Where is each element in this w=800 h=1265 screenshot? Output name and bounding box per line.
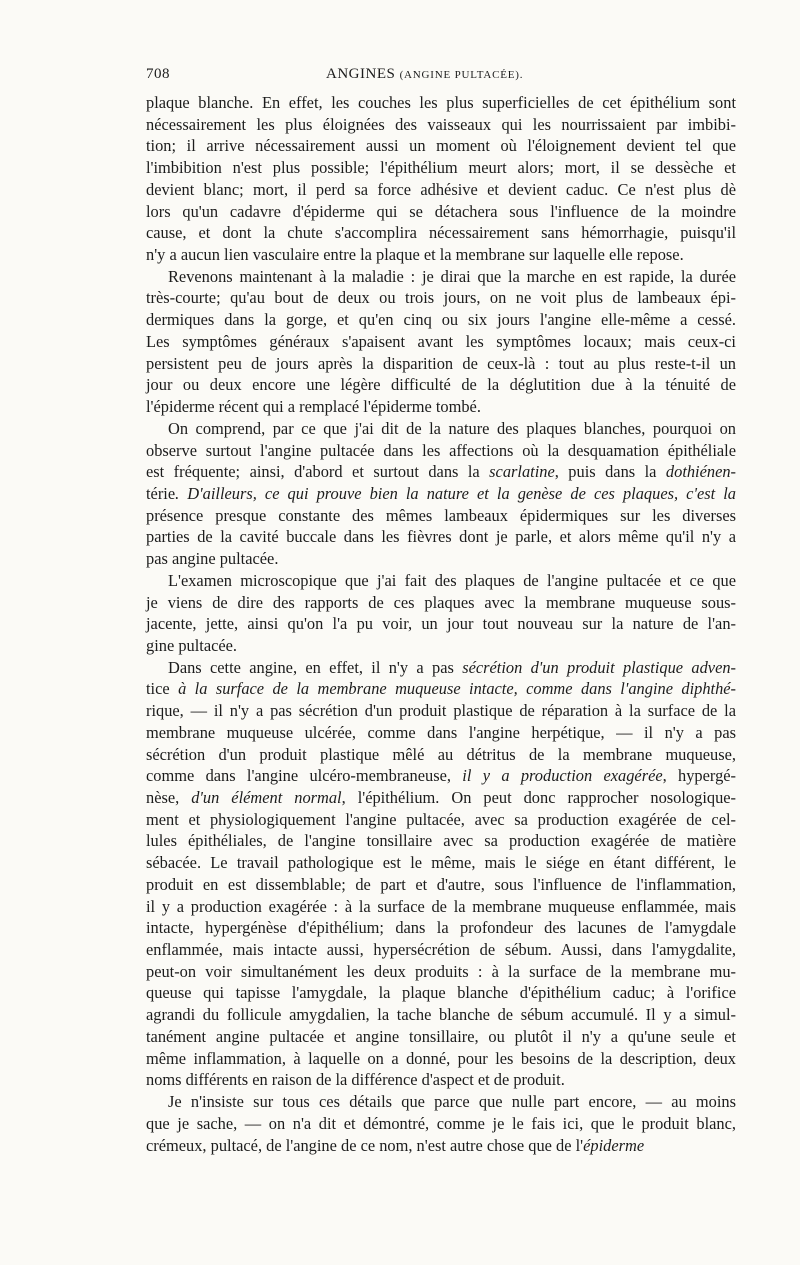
text-segment: lors qu'un cadavre d'épiderme qui se détachera sous l'influence de la moindre [146, 201, 736, 221]
text-segment: agrandi du follicule amygdalien, la tache blanche de sébum accumulé. Il y a simul- [146, 1005, 736, 1025]
text-segment: je viens de dire des rapports de ces plaques avec la membrane muqueuse sous- [146, 592, 736, 612]
text-line [146, 830, 736, 852]
text-segment: , puis dans la [554, 462, 666, 482]
text-segment: ment et physiologiquement l'angine pultacée, avec sa production exagérée de cel- [146, 809, 736, 829]
text-segment: Revenons maintenant à la maladie : je dirai que la marche en est rapide, la durée [168, 266, 736, 286]
text-segment: cause, et dont la chute s'accomplira nécessairement sans hémorrhagie, puisqu'il [146, 223, 736, 243]
text-line [146, 548, 736, 570]
text-line [146, 505, 736, 527]
text-line [146, 461, 736, 483]
text-segment: devient blanc; mort, il perd sa force adhésive et devient caduc. Ce n'est plus dè [146, 179, 736, 199]
italic-text: à la surface de la membrane muqueuse intacte, comme dans l'angine diphthé- [169, 679, 736, 699]
text-line [146, 157, 736, 179]
text-segment: observe surtout l'angine pultacée dans les affections où la desquamation épithéliale [146, 440, 736, 460]
text-segment: que je sache, — on n'a dit et démontré, comme je le fais ici, que le produit blanc, [146, 1113, 736, 1133]
text-segment: noms différents en raison de la différence d'aspect et de produit. [146, 1070, 565, 1090]
text-line [146, 961, 736, 983]
text-line [146, 1069, 736, 1091]
italic-text: il y a production exagérée [462, 766, 663, 786]
text-line [146, 787, 736, 809]
text-segment: rique, — il n'y a pas sécrétion d'un produit plastique de réparation à la surface de la [146, 701, 736, 721]
text-line [146, 657, 736, 679]
text-line [146, 635, 736, 657]
text-segment: On comprend, par ce que j'ai dit de la nature des plaques blanches, pourquoi on [168, 418, 736, 438]
text-line [146, 1048, 736, 1070]
text-line [146, 287, 736, 309]
text-line [146, 266, 736, 288]
running-title-main: ANGINES [326, 66, 396, 82]
text-segment: parties de la cavité buccale dans les fièvres dont je parle, et alors même qu'il n'y a [146, 527, 736, 547]
text-segment: tice [146, 679, 170, 699]
text-line [146, 179, 736, 201]
italic-text: . D'ailleurs, ce qui prouve bien la nature et la genèse de ces plaques, c'est la [175, 483, 736, 503]
text-segment: jacente, jette, ainsi qu'on l'a pu voir, un jour tout nouveau sur la nature de l'an- [146, 614, 736, 634]
text-line [146, 896, 736, 918]
text-line [146, 939, 736, 961]
page-number: 708 [146, 66, 170, 82]
text-segment: tion; il arrive nécessairement aussi un moment où l'éloignement devient tel que [146, 136, 736, 156]
text-line [146, 852, 736, 874]
text-line [146, 331, 736, 353]
text-line [146, 744, 736, 766]
text-segment: crémeux, pultacé, de l'angine de ce nom, n'est autre chose que de l' [146, 1135, 584, 1155]
text-line [146, 1004, 736, 1026]
text-segment: , hypergé- [662, 766, 736, 786]
text-segment: pas angine pultacée. [146, 549, 279, 569]
text-segment: comme dans l'angine ulcéro-membraneuse, [146, 766, 463, 786]
text-segment: Les symptômes généraux s'apaisent avant les symptômes locaux; mais ceux-ci [146, 331, 736, 351]
text-segment: n'y a aucun lien vasculaire entre la plaque et la membrane sur laquelle elle repose. [146, 245, 684, 265]
text-segment: enflammée, mais intacte aussi, hypersécrétion de sébum. Aussi, dans l'amygdalite, [146, 940, 736, 960]
text-line [146, 92, 736, 114]
text-segment: l'épiderme récent qui a remplacé l'épiderme tombé. [146, 397, 481, 417]
text-line [146, 982, 736, 1004]
italic-text: scarlatine [489, 462, 555, 482]
text-segment: nèse, [146, 788, 192, 807]
text-segment: nécessairement les plus éloignées des vaisseaux qui les nourrissaient par imbibi- [146, 114, 736, 134]
text-segment: intacte, hypergénèse d'épithélium; dans la profondeur des lacunes de l'amygdale [146, 918, 736, 938]
text-segment: gine pultacée. [146, 635, 238, 655]
text-segment: sécrétion d'un produit plastique mêlé au détritus de la membrane muqueuse, [146, 744, 736, 764]
text-line [146, 114, 736, 136]
text-line [146, 201, 736, 223]
text-segment: L'examen microscopique que j'ai fait des plaques de l'angine pultacée et ce que [168, 570, 736, 590]
text-line [146, 440, 736, 462]
text-line [146, 135, 736, 157]
text-segment: produit en est dissemblable; de part et d'autre, sous l'influence de l'inflammation, [146, 874, 736, 894]
running-header [146, 66, 736, 88]
text-segment: queuse qui tapisse l'amygdale, la plaque blanche d'épithélium caduc; à l'orifice [146, 983, 736, 1003]
text-line [146, 700, 736, 722]
running-title [326, 66, 523, 83]
running-title-sub: (ANGINE PULTACÉE). [399, 69, 524, 81]
text-line [146, 592, 736, 614]
text-segment: plaque blanche. En effet, les couches les plus superficielles de cet épithélium sont [146, 93, 736, 112]
text-segment: est fréquente; ainsi, d'abord et surtout dans la [146, 462, 490, 482]
text-line [146, 222, 736, 244]
text-segment: Je n'insiste sur tous ces détails que parce que nulle part encore, — au moins [168, 1092, 736, 1112]
text-segment: jour ou deux encore une légère difficulté de la déglutition due à la ténuité de [146, 375, 736, 395]
text-line [146, 1113, 736, 1135]
text-segment: membrane muqueuse ulcérée, comme dans l'angine herpétique, — il n'y a pas [146, 722, 736, 742]
italic-text: dothiénen- [665, 462, 737, 482]
text-line [146, 353, 736, 375]
text-line [146, 722, 736, 744]
text-line [146, 526, 736, 548]
italic-text: d'un élément normal [191, 788, 342, 807]
text-segment: dermiques dans la gorge, et qu'en cinq ou six jours l'angine elle-même a cessé. [146, 310, 736, 330]
text-segment: l'imbibition n'est plus possible; l'épithélium meurt alors; mort, il se dessèche et [146, 158, 736, 178]
text-segment: même inflammation, à laquelle on a donné, pour les besoins de la description, deux [146, 1048, 736, 1068]
text-line [146, 396, 736, 418]
text-line [146, 1091, 736, 1113]
text-line [146, 483, 736, 505]
text-segment: présence presque constante des mêmes lambeaux épidermiques sur les diverses [146, 505, 736, 525]
text-line [146, 765, 736, 787]
text-segment: Dans cette angine, en effet, il n'y a pas [168, 657, 463, 677]
text-segment: très-courte; qu'au bout de deux ou trois jours, on ne voit plus de lambeaux épi- [146, 288, 736, 308]
text-line [146, 1026, 736, 1048]
body-text [146, 92, 736, 1156]
text-segment: térie [146, 483, 176, 503]
text-line [146, 809, 736, 831]
text-line [146, 678, 736, 700]
text-segment: lules épithéliales, de l'angine tonsillaire avec sa production exagérée de matière [146, 831, 736, 851]
text-line [146, 374, 736, 396]
text-line [146, 1135, 736, 1157]
text-segment: il y a production exagérée : à la surface de la membrane muqueuse enflammée, mais [146, 896, 736, 916]
text-segment: sébacée. Le travail pathologique est le même, mais le siége en étant différent, le [146, 853, 736, 873]
italic-text: épiderme [583, 1135, 645, 1155]
text-line [146, 244, 736, 266]
text-line [146, 570, 736, 592]
text-segment: persistent peu de jours après la disparition de ceux-là : tout au plus reste-t-il un [146, 353, 736, 373]
text-segment: tanément angine pultacée et angine tonsillaire, ou plutôt il n'y a qu'une seule et [146, 1026, 736, 1046]
text-line [146, 309, 736, 331]
text-line [146, 874, 736, 896]
text-line [146, 917, 736, 939]
text-segment: peut-on voir simultanément les deux produits : à la surface de la membrane mu- [146, 961, 736, 981]
text-line [146, 613, 736, 635]
text-segment: , l'épithélium. On peut donc rapprocher nosologique- [341, 788, 737, 807]
text-line [146, 418, 736, 440]
italic-text: sécrétion d'un produit plastique adven- [462, 657, 736, 677]
